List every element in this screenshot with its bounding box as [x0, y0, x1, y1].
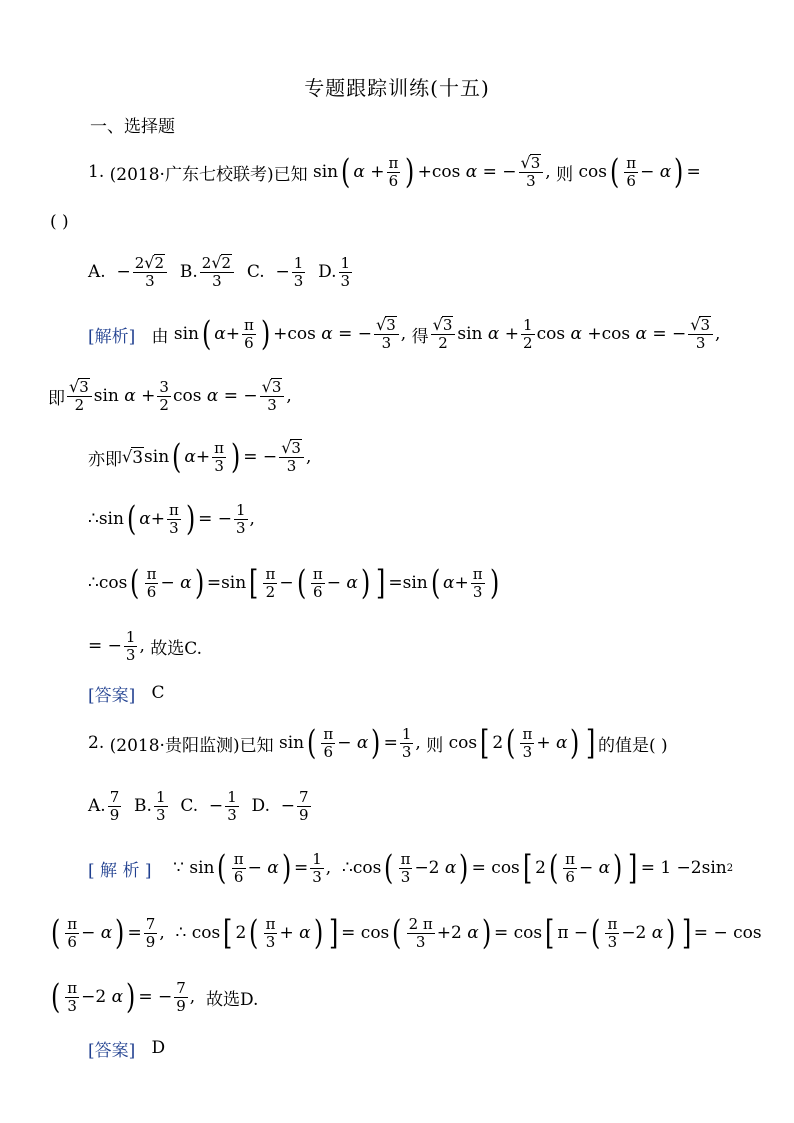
- q1-analysis-tag: [解析]: [88, 326, 136, 347]
- page: 专题跟踪训练(十五) 一、选择题 1. (2018·广东七校联考)已知 sin ( α + $\frac{\pi}{6}$ ) +cos α = − √ 3 3 , 则 cos ( $\frac{\pi}{6}$ − α ) = ( ) A. − 2 √ 2 3 B. 2 √ 2 3 C. − $\frac{1}{3}$ D. $\frac{1}{3}$ [解析] 由 sin ( α + $\frac{\pi}{6}$ ) +cos α = − √ 3 3 , 得 √ 3 2 sin α + $\frac{1}{2}$ cos α +cos α = − √ 3 3 , 即 √ 3 2 sin α + $\frac{3}{2}$ cos α = − √ 3 3 , 亦即 √ 3 sin ( α + $\frac{\pi}{3}$ ) = − √ 3 3 , ∴ sin ( α + $\frac{\pi}{3}$ ) = − $\frac{1}{3}$ , ∴ cos ( $\frac{\pi}{6}$ − α ) =sin [ $\frac{\pi}{2}$ − ( $\frac{\pi}{6}$ − α ) ] =sin ( α + $\frac{\pi}{3}$ ) = − $\frac{1}{3}$ , 故选C. [答案] C 2. (2018·贵阳监测)已知 sin ( $\frac{\pi}{6}$ − α ) = $\frac{1}{3}$ , 则 cos [ 2 ( $\frac{\pi}{3}$ + α ) ] 的值是( ) A. $\frac{7}{9}$ B. $\frac{1}{3}$ C. − $\frac{1}{3}$ D. − $\frac{7}{9}$ [ 解 析 ] ∵ sin ( $\frac{\pi}{6}$ − α ) = $\frac{1}{3}$ , ∴ cos ( $\frac{\pi}{3}$ −2 α ) = cos [ 2 ( $\frac{\pi}{6}$ − α ) ] = 1 −2sin 2 ( $\frac{\pi}{6}$ − α ) = $\frac{7}{9}$ , ∴ cos [ 2 ( $\frac{\pi}{3}$ + α ) ] = cos ( $\frac{2 \pi}{3}$ +2 α ) = cos [ π − ( $\frac{\pi}{3}$ −2 α ) ] = − cos ( $\frac{\pi}{3}$ −2 α ) = − $\frac{7}{9}$ , 故选D. [答案] D: [48, 75, 762, 1061]
- q2-analysis-tag: [ 解 析 ]: [88, 860, 152, 881]
- q1-answer-tag: [答案]: [88, 685, 136, 706]
- q2-answer-tag: [答案]: [88, 1040, 136, 1061]
